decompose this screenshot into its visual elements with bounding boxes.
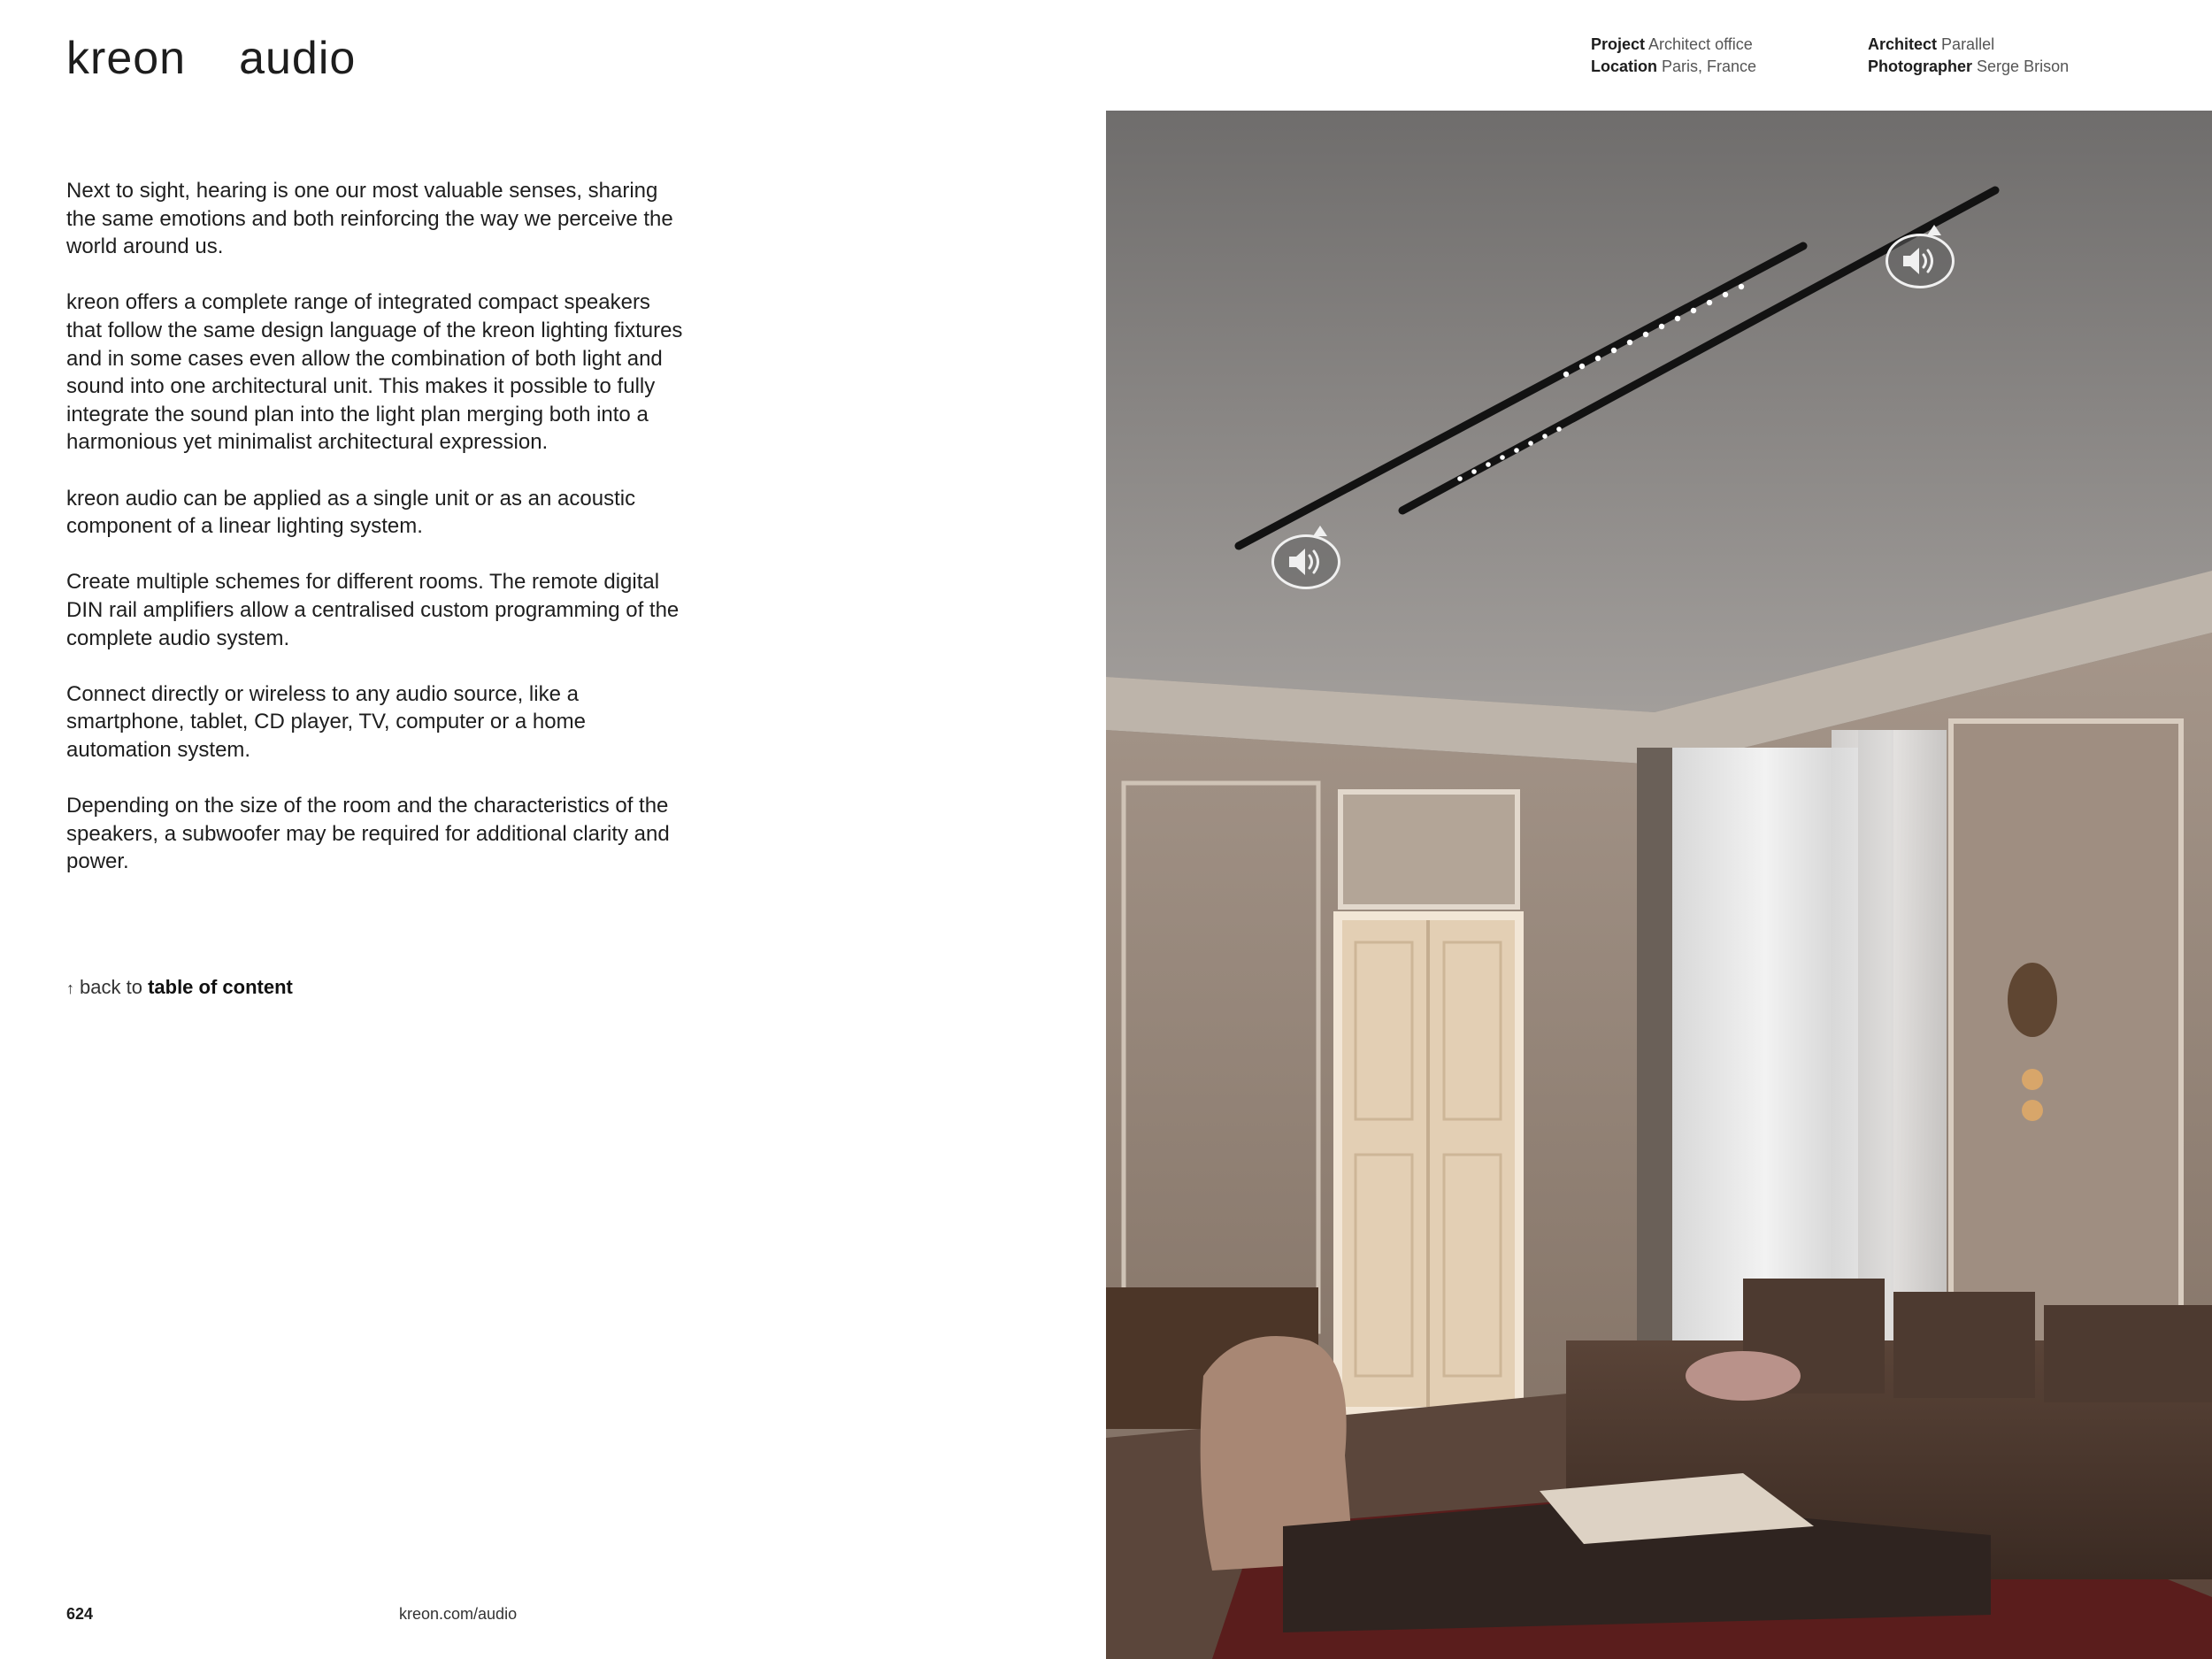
speaker-volume-icon <box>1901 245 1939 277</box>
credits-right <box>1868 34 2069 78</box>
room-illustration <box>1106 111 2212 1659</box>
paragraph: kreon audio can be applied as a single unit or as an acoustic component of a linear lighting system. <box>66 486 636 539</box>
credit-project <box>1591 34 1756 56</box>
credits-left <box>1591 34 1756 78</box>
brand-header <box>66 32 356 85</box>
project-label: Project <box>1591 35 1646 53</box>
photographer-value: Serge Brison <box>1977 58 2070 75</box>
back-text: back to <box>80 976 142 998</box>
page-number: 624 <box>66 1605 94 1623</box>
body-text <box>66 177 686 903</box>
architect-label: Architect <box>1868 35 1938 53</box>
paragraph: kreon offers a complete range of integrated compact speakers that follow the same design language of the kreon lighting fixtures and in some cases even allow the combination of both light and sound into one architectural unit. This makes it possible to fully integrate the sound plan into the light plan merging both into a harmonious yet minimalist architectural expression. <box>66 290 683 455</box>
speaker-volume-icon <box>1286 546 1325 578</box>
arrow-up-icon: ↑ <box>66 979 74 997</box>
credit-location <box>1591 56 1756 78</box>
toc-link[interactable]: table of content <box>148 976 293 998</box>
room-photo <box>1106 111 2212 1659</box>
location-value: Paris, France <box>1662 58 1757 75</box>
back-to-toc-link[interactable] <box>66 976 293 999</box>
paragraph: Next to sight, hearing is one our most valuable senses, sharing the same emotions and both reinforcing the way we perceive the world around us. <box>66 179 673 259</box>
paragraph: Depending on the size of the room and the characteristics of the speakers, a subwoofer may be required for additional clarity and power. <box>66 794 670 874</box>
architect-value: Parallel <box>1941 35 1995 53</box>
credit-photographer <box>1868 56 2069 78</box>
paragraph: Create multiple schemes for different rooms. The remote digital DIN rail amplifiers allow a centralised custom programming of the complete audio system. <box>66 570 680 650</box>
photographer-label: Photographer <box>1868 58 1973 75</box>
project-value: Architect office <box>1648 35 1753 53</box>
credit-architect <box>1868 34 2069 56</box>
speaker-hotspot-1[interactable] <box>1271 534 1340 589</box>
footer-url[interactable]: kreon.com/audio <box>399 1605 518 1623</box>
paragraph: Connect directly or wireless to any audio source, like a smartphone, tablet, CD player, TV, computer or a home automation system. <box>66 681 586 762</box>
brand-logo: kreon <box>66 33 187 84</box>
location-label: Location <box>1591 58 1657 75</box>
speaker-hotspot-2[interactable] <box>1886 234 1955 288</box>
section-title: audio <box>239 33 357 84</box>
